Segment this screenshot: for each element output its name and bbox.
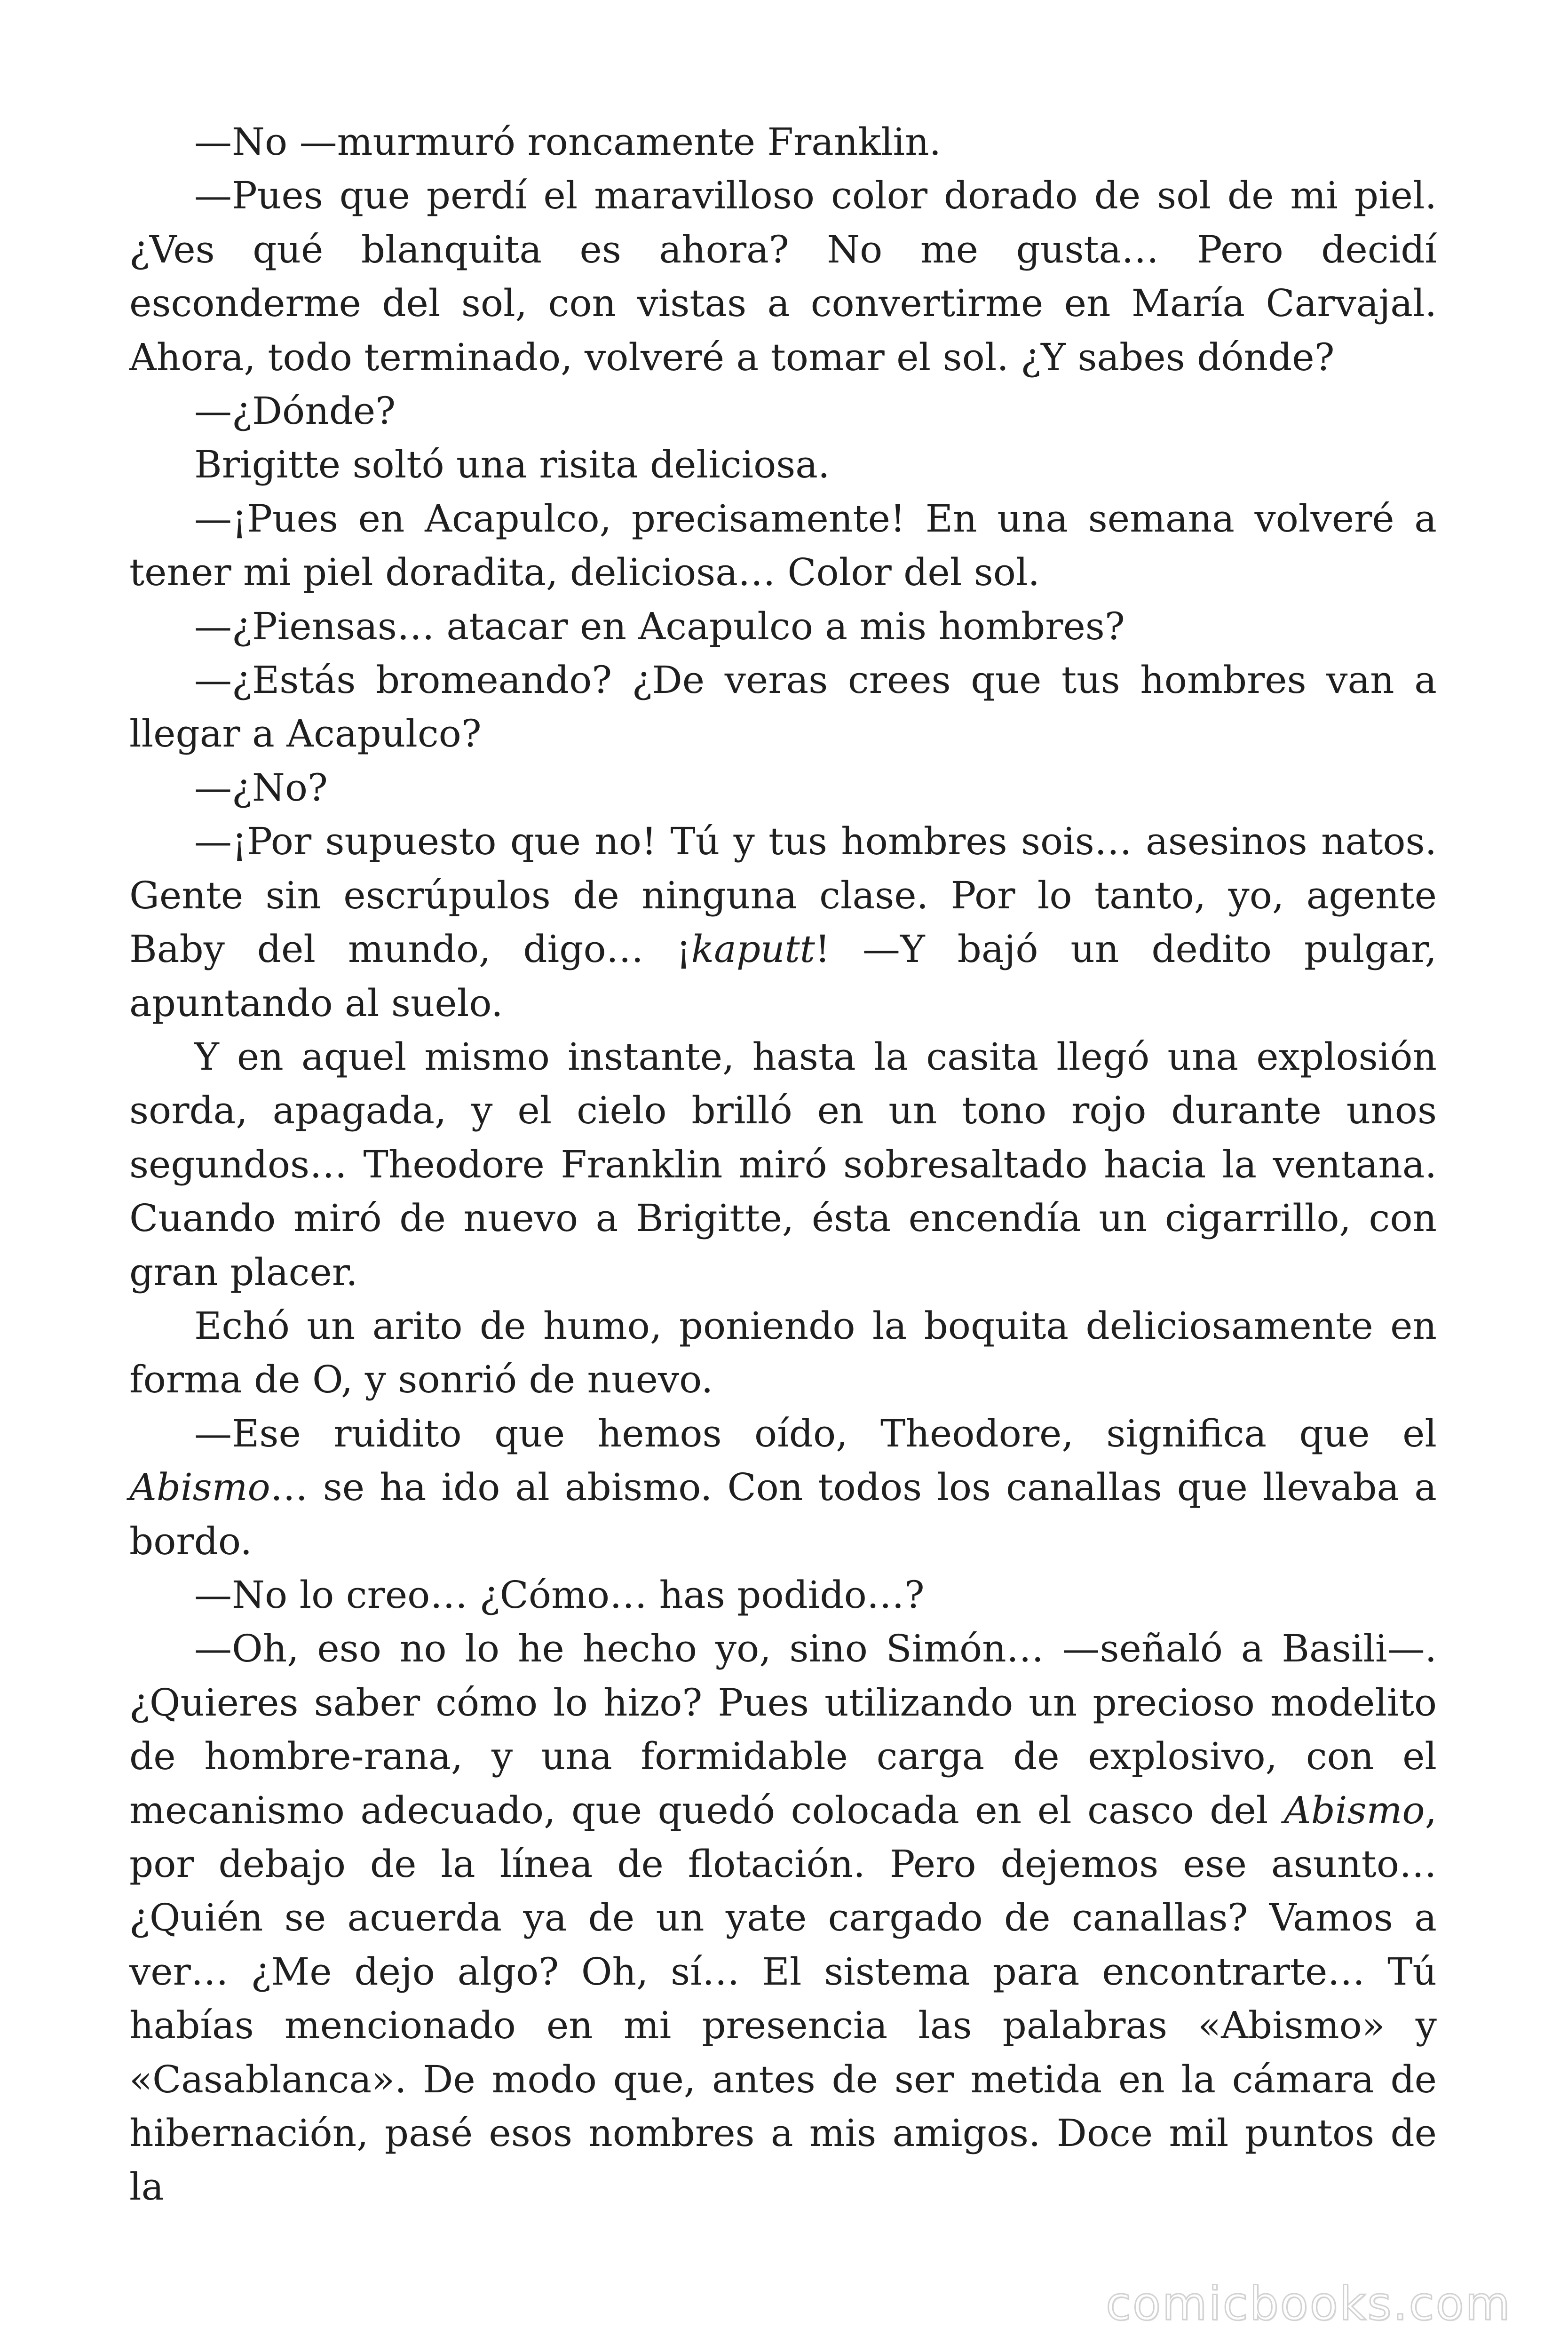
paragraph-1: —No —murmuró roncamente Franklin. (194, 120, 942, 164)
paragraph-9 (129, 815, 1437, 1030)
paragraph-8: —¿No? (194, 765, 328, 810)
paragraph-12 (129, 1407, 1437, 1568)
paragraph-14-text-end: , por debajo de la línea de flotación. Pero dejemos ese asunto… ¿Quién se acuerda ya de un yate cargado de canallas? Vamos a ver… ¿Me dejo algo? Oh, sí… El sistema para encontrarte… Tú habías mencionado en mi presencia las palabras «Abismo» y «Casablanca». De modo que, antes de ser metida en la cámara de hibernación, pasé esos nombres a mis amigos. Doce mil puntos de la (129, 1788, 1437, 2209)
paragraph-12-text-end: … se ha ido al abismo. Con todos los canallas que llevaba a bordo. (129, 1465, 1437, 1563)
paragraph-12-italic: Abismo (129, 1465, 270, 1510)
paragraph-11: Echó un arito de humo, poniendo la boquita deliciosamente en forma de O, y sonrió de nuevo. (129, 1303, 1437, 1402)
paragraph-9-text-start: —¡Por supuesto que no! Tú y tus hombres sois… asesinos natos. Gente sin escrúpulos de ninguna clase. Por lo tanto, yo, agente Baby del mundo, digo… ¡ (129, 819, 1437, 971)
paragraph-6: —¿Piensas… atacar en Acapulco a mis hombres? (194, 604, 1125, 648)
paragraph-7: —¿Estás bromeando? ¿De veras crees que tus hombres van a llegar a Acapulco? (129, 658, 1437, 756)
paragraph-14 (129, 1622, 1437, 2214)
paragraph-14-italic: Abismo (1283, 1788, 1425, 1832)
paragraph-9-text-end: ! —Y bajó un dedito pulgar, apuntando al suelo. (129, 927, 1437, 1025)
paragraph-2: —Pues que perdí el maravilloso color dorado de sol de mi piel. ¿Ves qué blanquita es ahora? No me gusta… Pero decidí esconderme del sol, con vistas a convertirme en María Carvajal. Ahora, todo terminado, volveré a tomar el sol. ¿Y sabes dónde? (129, 174, 1437, 379)
watermark: comicbooks.com (1106, 2277, 1512, 2331)
paragraph-10: Y en aquel mismo instante, hasta la casita llegó una explosión sorda, apagada, y el cielo brilló en un tono rojo durante unos segundos… Theodore Franklin miró sobresaltado hacia la ventana. Cuando miró de nuevo a Brigitte, ésta encendía un cigarrillo, con gran placer. (129, 1034, 1437, 1294)
body-text (129, 115, 1437, 2214)
paragraph-4: Brigitte soltó una risita deliciosa. (194, 443, 830, 487)
paragraph-3: —¿Dónde? (194, 389, 396, 433)
paragraph-12-text-start: —Ese ruidito que hemos oído, Theodore, significa que el (194, 1411, 1437, 1455)
paragraph-5: —¡Pues en Acapulco, precisamente! En una semana volveré a tener mi piel doradita, deliciosa… Color del sol. (129, 496, 1437, 595)
paragraph-13: —No lo creo… ¿Cómo… has podido…? (194, 1573, 925, 1617)
paragraph-14-text-start: —Oh, eso no lo he hecho yo, sino Simón… —señaló a Basili—. ¿Quieres saber cómo lo hizo? Pues utilizando un precioso modelito de hombre-rana, y una formidable carga de explosivo, con el mecanismo adecuado, que quedó colocada en el casco del (129, 1627, 1437, 1832)
paragraph-9-italic: kaputt (691, 927, 815, 971)
